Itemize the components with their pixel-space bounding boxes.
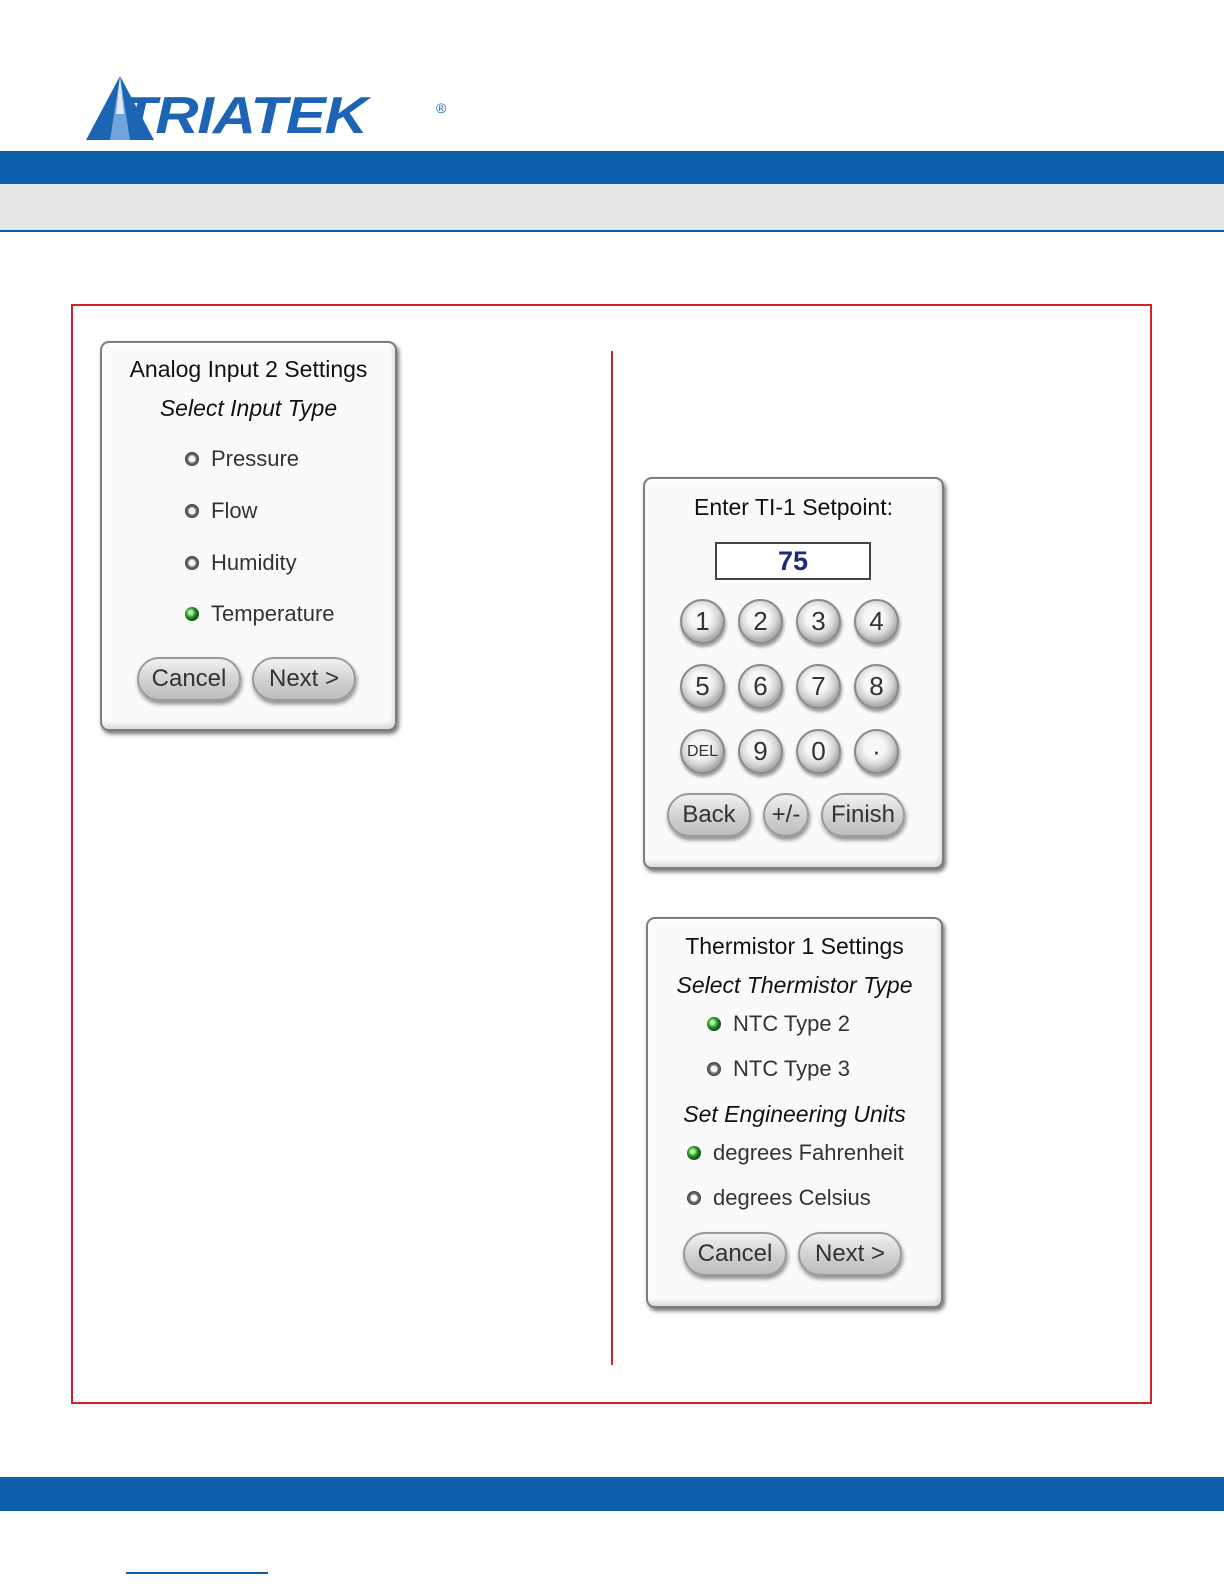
next-button[interactable]: Next > bbox=[798, 1232, 902, 1276]
key-1[interactable]: 1 bbox=[680, 599, 725, 644]
column-divider bbox=[611, 351, 613, 1365]
option-label: NTC Type 3 bbox=[733, 1056, 850, 1081]
dialog-subtitle: Select Input Type bbox=[159, 395, 338, 421]
header-band bbox=[0, 151, 1224, 184]
key-decimal-point[interactable]: · bbox=[854, 729, 899, 774]
radio-led-selected-icon bbox=[185, 607, 199, 621]
key-7[interactable]: 7 bbox=[796, 664, 841, 709]
option-label: NTC Type 2 bbox=[733, 1011, 850, 1036]
radio-led-selected-icon bbox=[707, 1017, 721, 1031]
option-ntc-type-3[interactable] bbox=[707, 1056, 850, 1082]
dialog-title: Enter TI-1 Setpoint: bbox=[693, 494, 893, 520]
option-flow[interactable] bbox=[185, 498, 257, 524]
next-button[interactable]: Next > bbox=[252, 657, 356, 701]
option-humidity[interactable] bbox=[185, 550, 297, 576]
option-label: degrees Celsius bbox=[713, 1185, 871, 1210]
key-5[interactable]: 5 bbox=[680, 664, 725, 709]
key-0[interactable]: 0 bbox=[796, 729, 841, 774]
analog-input-settings-dialog bbox=[100, 341, 397, 731]
header-subband bbox=[0, 184, 1224, 232]
engineering-units-heading: Set Engineering Units bbox=[683, 1101, 906, 1127]
key-3[interactable]: 3 bbox=[796, 599, 841, 644]
option-label: Pressure bbox=[211, 446, 300, 471]
thermistor-type-heading: Select Thermistor Type bbox=[676, 972, 913, 998]
setpoint-keypad-dialog bbox=[643, 477, 944, 869]
footer-rule bbox=[126, 1572, 268, 1574]
back-button[interactable]: Back bbox=[667, 793, 751, 837]
dialog-title: Analog Input 2 Settings bbox=[129, 356, 368, 382]
option-label: Temperature bbox=[211, 601, 335, 626]
dialog-title: Thermistor 1 Settings bbox=[685, 933, 904, 959]
option-label: Flow bbox=[211, 498, 258, 523]
footer-band bbox=[0, 1477, 1224, 1511]
radio-led-icon bbox=[185, 556, 199, 570]
thermistor-settings-dialog bbox=[646, 917, 943, 1308]
radio-led-selected-icon bbox=[687, 1146, 701, 1160]
radio-led-icon bbox=[707, 1062, 721, 1076]
option-label: Humidity bbox=[211, 550, 297, 575]
option-degrees-fahrenheit[interactable] bbox=[687, 1140, 904, 1166]
cancel-button[interactable]: Cancel bbox=[137, 657, 241, 701]
finish-button[interactable]: Finish bbox=[821, 793, 905, 837]
setpoint-value-display[interactable]: 75 bbox=[715, 542, 871, 580]
key-8[interactable]: 8 bbox=[854, 664, 899, 709]
key-delete[interactable]: DEL bbox=[680, 729, 725, 774]
option-degrees-celsius[interactable] bbox=[687, 1185, 871, 1211]
cancel-button[interactable]: Cancel bbox=[683, 1232, 787, 1276]
triatek-logo bbox=[84, 74, 454, 146]
option-ntc-type-2[interactable] bbox=[707, 1011, 850, 1037]
key-9[interactable]: 9 bbox=[738, 729, 783, 774]
brand-name: TRIATEK bbox=[120, 87, 367, 145]
option-temperature[interactable] bbox=[185, 601, 335, 627]
option-label: degrees Fahrenheit bbox=[713, 1140, 904, 1165]
key-4[interactable]: 4 bbox=[854, 599, 899, 644]
radio-led-icon bbox=[185, 452, 199, 466]
radio-led-icon bbox=[687, 1191, 701, 1205]
option-pressure[interactable] bbox=[185, 446, 299, 472]
radio-led-icon bbox=[185, 504, 199, 518]
plus-minus-button[interactable]: +/- bbox=[763, 793, 809, 837]
registered-mark: ® bbox=[436, 100, 447, 116]
key-6[interactable]: 6 bbox=[738, 664, 783, 709]
key-2[interactable]: 2 bbox=[738, 599, 783, 644]
